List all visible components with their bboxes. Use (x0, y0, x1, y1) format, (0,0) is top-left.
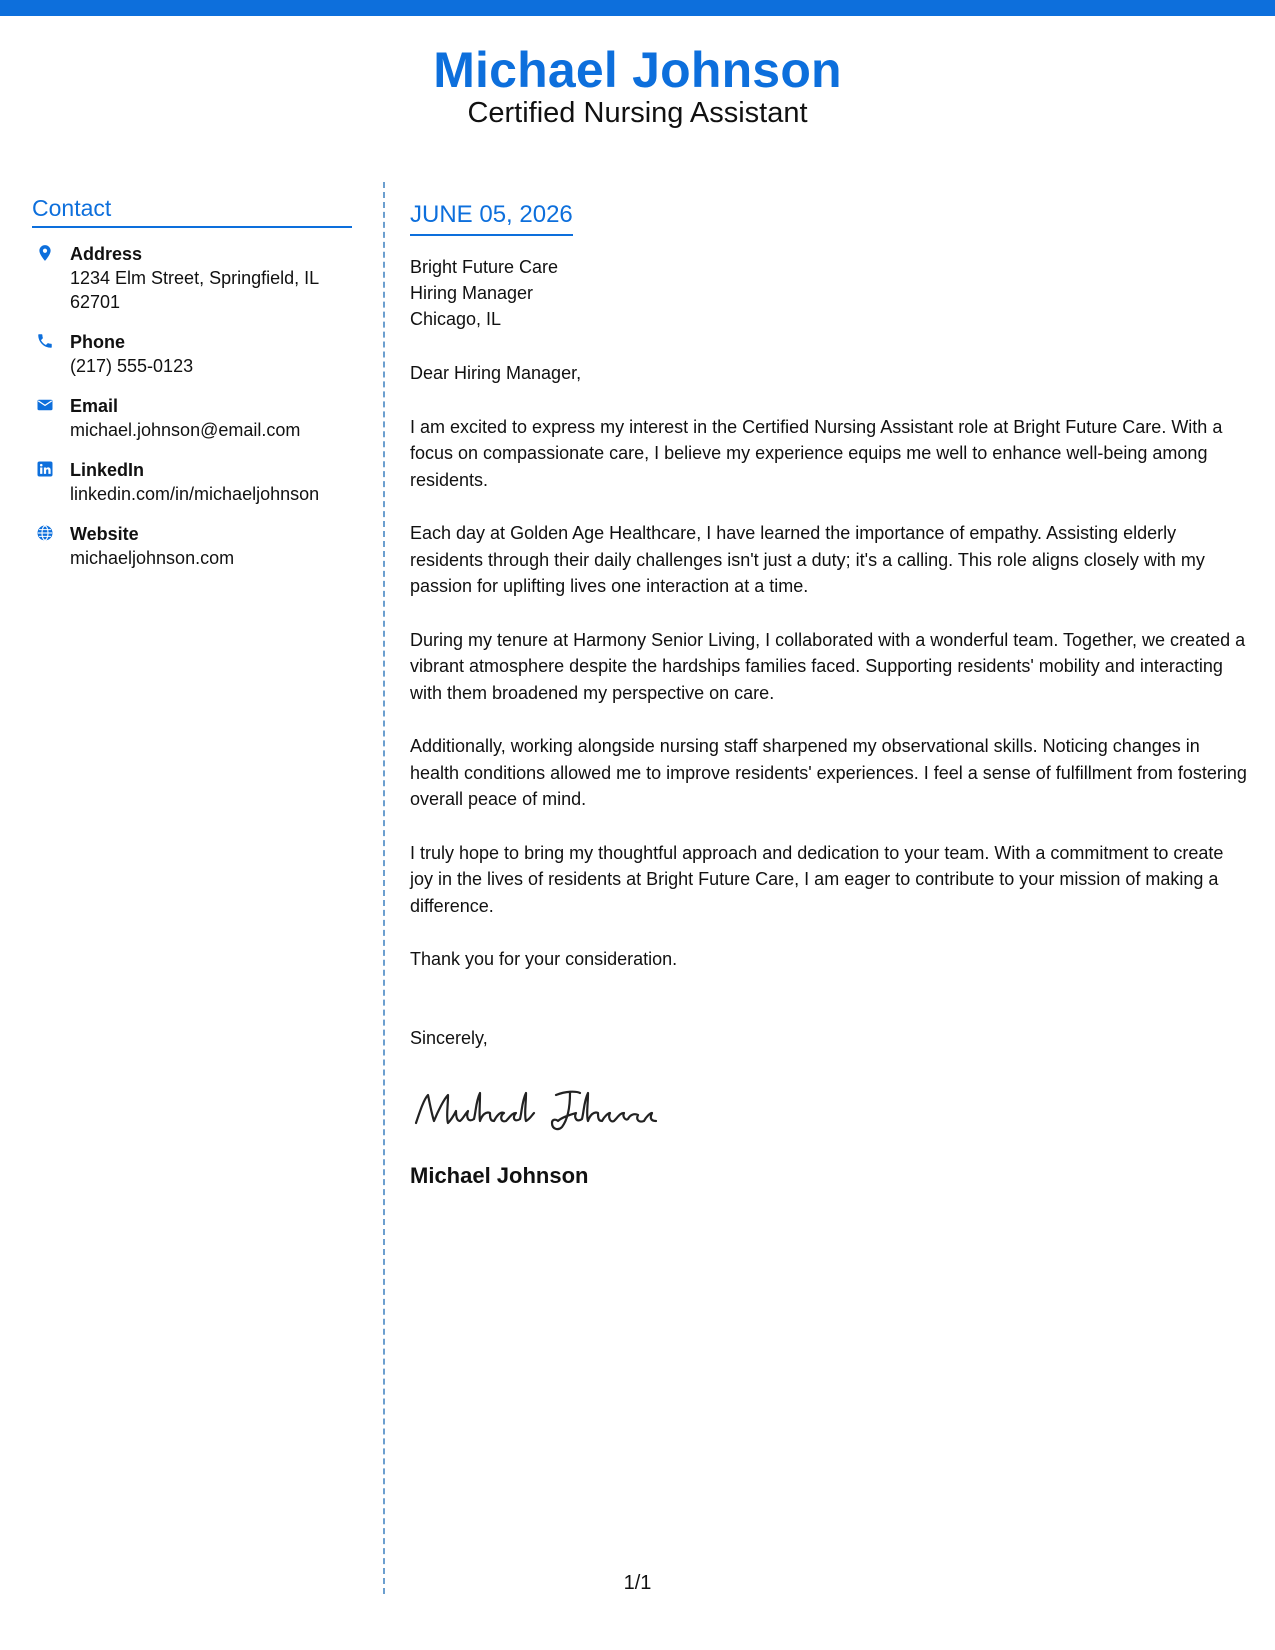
letter-body (410, 200, 1250, 1190)
salutation: Dear Hiring Manager, (410, 363, 582, 383)
linkedin-icon (36, 460, 54, 478)
contact-item-email (32, 394, 352, 442)
contact-label: Email (70, 396, 119, 416)
envelope-icon (36, 396, 54, 414)
recipient-block (410, 254, 1250, 332)
recipient-location: Chicago, IL (410, 309, 502, 329)
website-value[interactable]: michaeljohnson.com (70, 548, 235, 568)
contact-label: LinkedIn (70, 460, 145, 480)
contact-sidebar (32, 195, 352, 586)
contact-item-address (32, 242, 352, 314)
contact-label: Address (70, 244, 143, 264)
body-paragraph: I truly hope to bring my thoughtful approach and dedication to your team. With a commitment to create joy in the lives of residents at Bright Future Care, I am eager to contribute to your mission of making a difference. (410, 842, 1224, 916)
closing: Sincerely, (410, 1027, 488, 1048)
column-divider (383, 182, 385, 1594)
contact-label: Website (70, 524, 139, 544)
applicant-name: Michael Johnson (433, 42, 842, 98)
contact-heading: Contact (32, 195, 352, 228)
letter-date: JUNE 05, 2026 (410, 200, 573, 236)
phone-icon (36, 332, 54, 350)
globe-icon (36, 524, 54, 542)
contact-label: Phone (70, 332, 126, 352)
letter-header (0, 40, 1275, 131)
map-pin-icon (36, 244, 54, 262)
contact-item-linkedin (32, 458, 352, 506)
recipient-role: Hiring Manager (410, 283, 534, 303)
contact-item-phone (32, 330, 352, 378)
signed-name: Michael Johnson (410, 1163, 589, 1188)
signature-image (410, 1081, 670, 1137)
linkedin-value[interactable]: linkedin.com/in/michaeljohnson (70, 484, 320, 504)
body-paragraph: Each day at Golden Age Healthcare, I have learned the importance of empathy. Assisting elderly residents through their daily challenges isn't just a duty; it's a calling. This role aligns closely with my passion for uplifting lives one interaction at a time. (410, 523, 1205, 596)
phone-value: (217) 555-0123 (70, 356, 194, 376)
applicant-title: Certified Nursing Assistant (467, 97, 808, 129)
address-value: 1234 Elm Street, Springfield, IL 62701 (70, 268, 319, 312)
contact-item-website (32, 522, 352, 570)
body-paragraph: Thank you for your consideration. (410, 949, 678, 969)
handwritten-signature (410, 1081, 1250, 1137)
body-paragraph: I am excited to express my interest in the Certified Nursing Assistant role at Bright Future Care. With a focus on compassionate care, I believe my experience equips me well to enhance well-being among residents. (410, 416, 1223, 490)
body-paragraph: Additionally, working alongside nursing staff sharpened my observational skills. Noticing changes in health conditions allowed me to improve residents' experiences. I feel a sense of fulfillment from fostering overall peace of mind. (410, 736, 1247, 809)
email-value[interactable]: michael.johnson@email.com (70, 420, 301, 440)
recipient-company: Bright Future Care (410, 257, 559, 277)
page-number: 1/1 (623, 1572, 652, 1594)
body-paragraph: During my tenure at Harmony Senior Living, I collaborated with a wonderful team. Together, we created a vibrant atmosphere despite the hardships families faced. Supporting residents' mobility and interacting with them broadened my perspective on care. (410, 629, 1246, 703)
top-accent-bar (0, 0, 1275, 16)
